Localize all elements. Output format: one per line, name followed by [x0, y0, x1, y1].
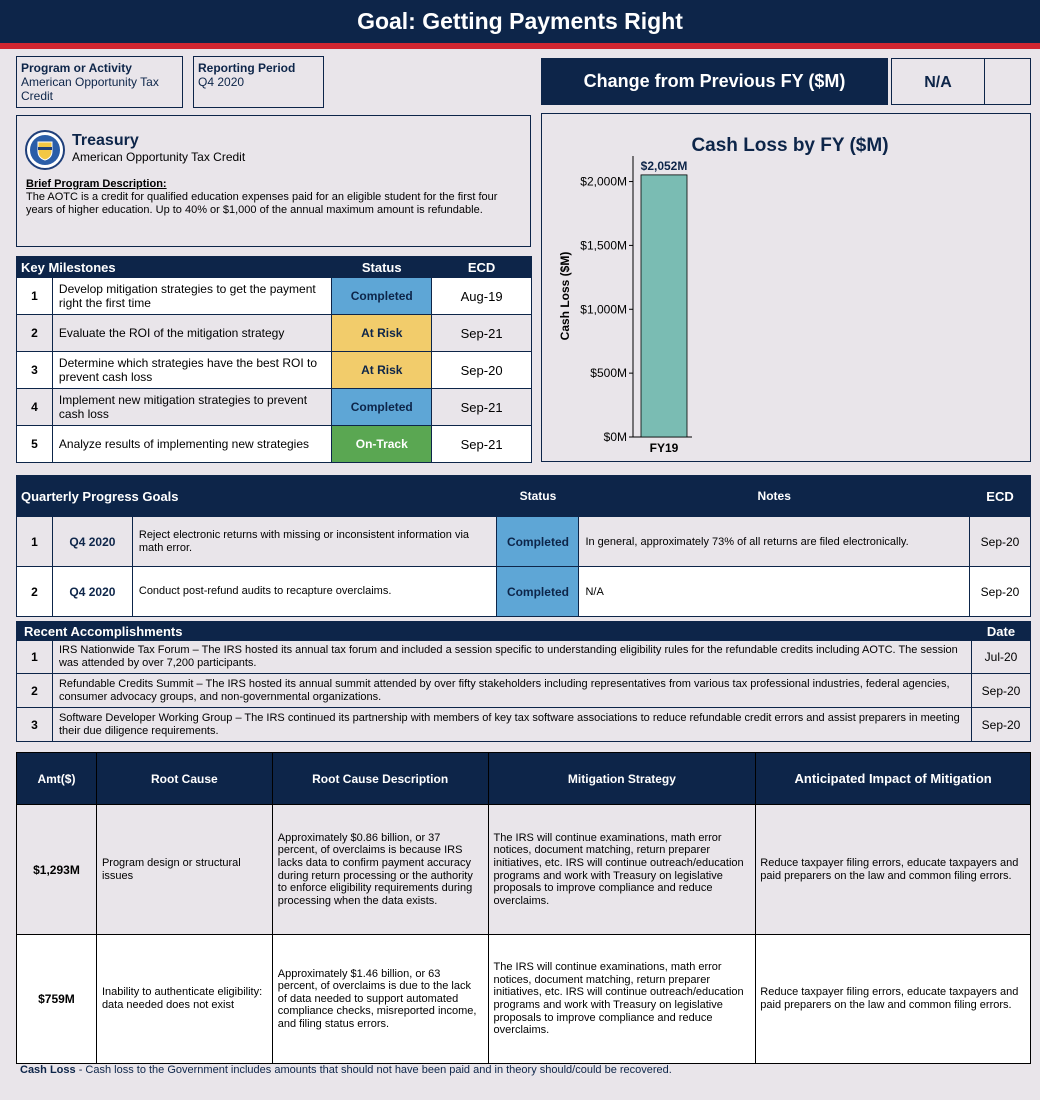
bar	[641, 175, 687, 437]
goal-quarter: Q4 2020	[52, 517, 132, 567]
accomplishment-date: Sep-20	[972, 674, 1031, 708]
root-cause-description-header: Root Cause Description	[272, 753, 488, 805]
cash-loss-chart	[541, 113, 1031, 462]
chart-title: Cash Loss by FY ($M)	[691, 135, 889, 156]
bar-data-label: $2,052M	[640, 158, 688, 173]
status-badge: Completed	[497, 567, 579, 617]
goal-text: Conduct post-refund audits to recapture overclaims.	[132, 567, 497, 617]
table-row	[17, 517, 1031, 567]
root-cause-description: Approximately $0.86 billion, or 37 percent, of overclaims is because IRS lacks data to confirm payment accuracy during return processing or the authority to enforce eligibility requirements during processing when the data exists.	[272, 805, 488, 935]
goal-notes: In general, approximately 73% of all returns are filed electronically.	[579, 517, 970, 567]
accomplishments-table	[16, 621, 1031, 742]
program-value: American Opportunity Tax Credit	[21, 75, 159, 103]
goal-number: 1	[17, 517, 53, 567]
quarterly-header: Quarterly Progress Goals	[17, 476, 497, 517]
amount-value: $759M	[17, 935, 97, 1064]
accomplishment-text: Software Developer Working Group – The IRS continued its partnership with members of key tax software associations to reduce refundable credit errors and assist preparers in meeting their due diligence requirements.	[52, 708, 971, 742]
period-box	[193, 56, 324, 108]
quarterly-goals-table	[16, 475, 1031, 617]
program-description-box	[16, 115, 531, 247]
accomplishments-date-header: Date	[972, 622, 1031, 641]
status-badge: Completed	[332, 389, 432, 426]
goal-number: 2	[17, 567, 53, 617]
status-badge: On-Track	[332, 426, 432, 463]
milestone-number: 5	[17, 426, 53, 463]
milestone-number: 4	[17, 389, 53, 426]
milestones-header: Key Milestones	[17, 257, 332, 278]
quarterly-status-header: Status	[497, 476, 579, 517]
milestone-ecd: Sep-21	[432, 389, 532, 426]
goal-quarter: Q4 2020	[52, 567, 132, 617]
table-row	[17, 426, 532, 463]
goal-text: Reject electronic returns with missing or inconsistent information via math error.	[132, 517, 497, 567]
period-value: Q4 2020	[198, 75, 245, 89]
milestone-text: Develop mitigation strategies to get the payment right the first time	[52, 278, 331, 315]
milestones-ecd-header: ECD	[432, 257, 532, 278]
milestone-text: Analyze results of implementing new strategies	[52, 426, 331, 463]
footnote-term: Cash Loss	[20, 1064, 76, 1076]
milestone-text: Evaluate the ROI of the mitigation strategy	[52, 315, 331, 352]
description-text: The AOTC is a credit for qualified education expenses paid for an eligible student for the first four years of higher education. Up to 40% or $1,000 of the annual maximum amount is refundable.	[26, 191, 498, 216]
y-tick-label: $2,000M	[580, 174, 627, 189]
milestones-status-header: Status	[332, 257, 432, 278]
anticipated-impact: Reduce taxpayer filing errors, educate taxpayers and paid preparers on the law and common filing errors.	[756, 805, 1031, 935]
program-box	[16, 56, 183, 108]
title-underline	[0, 43, 1040, 49]
goal-notes: N/A	[579, 567, 970, 617]
milestone-ecd: Sep-21	[432, 315, 532, 352]
table-row	[17, 674, 1031, 708]
change-label: Change from Previous FY ($M)	[541, 58, 888, 105]
change-value: N/A	[891, 58, 985, 105]
accomplishment-number: 3	[17, 708, 53, 742]
root-cause-table	[16, 752, 1031, 1064]
milestone-ecd: Sep-21	[432, 426, 532, 463]
table-row	[17, 708, 1031, 742]
milestone-ecd: Aug-19	[432, 278, 532, 315]
description-label: Brief Program Description:	[26, 178, 167, 190]
treasury-seal-icon	[25, 130, 65, 170]
table-row	[17, 315, 532, 352]
accomplishment-number: 1	[17, 641, 53, 674]
root-cause-text: Program design or structural issues	[96, 805, 272, 935]
accomplishment-text: IRS Nationwide Tax Forum – The IRS hosted its annual tax forum and included a session specific to understanding eligibility rules for the refundable credits including AOTC. The session was attended by over 7,200 participants.	[52, 641, 971, 674]
quarterly-ecd-header: ECD	[970, 476, 1031, 517]
table-row	[17, 352, 532, 389]
accomplishment-date: Jul-20	[972, 641, 1031, 674]
goal-ecd: Sep-20	[970, 517, 1031, 567]
mitigation-strategy: The IRS will continue examinations, math error notices, document matching, return preparer initiatives, etc. IRS will continue outreach/education programs and work with Treasury on legislative proposals to improve compliance and reduce overclaims.	[488, 935, 756, 1064]
quarterly-notes-header: Notes	[579, 476, 970, 517]
root-cause-header: Root Cause	[96, 753, 272, 805]
impact-header: Anticipated Impact of Mitigation	[756, 753, 1031, 805]
table-row	[17, 935, 1031, 1064]
status-badge: At Risk	[332, 352, 432, 389]
status-badge: At Risk	[332, 315, 432, 352]
root-cause-text: Inability to authenticate eligibility: data needed does not exist	[96, 935, 272, 1064]
milestone-number: 1	[17, 278, 53, 315]
x-tick-label: FY19	[649, 441, 679, 455]
goal-ecd: Sep-20	[970, 567, 1031, 617]
mitigation-strategy: The IRS will continue examinations, math error notices, document matching, return preparer initiatives, etc. IRS will continue outreach/education programs and work with Treasury on legislative proposals to improve compliance and reduce overclaims.	[488, 805, 756, 935]
table-row	[17, 278, 532, 315]
period-label: Reporting Period	[198, 61, 296, 75]
table-row	[17, 389, 532, 426]
milestone-text: Determine which strategies have the best ROI to prevent cash loss	[52, 352, 331, 389]
milestone-number: 3	[17, 352, 53, 389]
y-tick-label: $500M	[590, 366, 627, 381]
amount-value: $1,293M	[17, 805, 97, 935]
footnote-text: - Cash loss to the Government includes amounts that should not have been paid and in theory should/could be recovered.	[75, 1064, 672, 1076]
accomplishments-header: Recent Accomplishments	[17, 622, 972, 641]
amount-header: Amt($)	[17, 753, 97, 805]
anticipated-impact: Reduce taxpayer filing errors, educate taxpayers and paid preparers on the law and common filing errors.	[756, 935, 1031, 1064]
footnote	[20, 1064, 672, 1076]
y-tick-label: $1,000M	[580, 302, 627, 317]
milestone-ecd: Sep-20	[432, 352, 532, 389]
change-extra-cell	[984, 58, 1031, 105]
page-title: Goal: Getting Payments Right	[0, 0, 1040, 43]
milestones-table	[16, 256, 532, 463]
milestone-number: 2	[17, 315, 53, 352]
root-cause-description: Approximately $1.46 billion, or 63 percent, of overclaims is due to the lack of data needed to support automated compliance checks, misreported income, and filing status errors.	[272, 935, 488, 1064]
y-tick-label: $1,500M	[580, 238, 627, 253]
y-tick-label: $0M	[603, 430, 627, 444]
chart-y-axis-label: Cash Loss ($M)	[558, 251, 572, 341]
table-row	[17, 567, 1031, 617]
accomplishment-number: 2	[17, 674, 53, 708]
status-badge: Completed	[332, 278, 432, 315]
accomplishment-text: Refundable Credits Summit – The IRS hosted its annual summit attended by over fifty stakeholders including representatives from various tax professional industries, federal agencies, consumer advocacy groups, and non-governmental organizations.	[52, 674, 971, 708]
chart-canvas	[542, 114, 1030, 461]
agency-name: Treasury	[72, 132, 139, 149]
table-row	[17, 641, 1031, 674]
mitigation-header: Mitigation Strategy	[488, 753, 756, 805]
milestone-text: Implement new mitigation strategies to prevent cash loss	[52, 389, 331, 426]
table-row	[17, 805, 1031, 935]
program-label: Program or Activity	[21, 61, 132, 75]
agency-program: American Opportunity Tax Credit	[72, 150, 246, 164]
status-badge: Completed	[497, 517, 579, 567]
accomplishment-date: Sep-20	[972, 708, 1031, 742]
